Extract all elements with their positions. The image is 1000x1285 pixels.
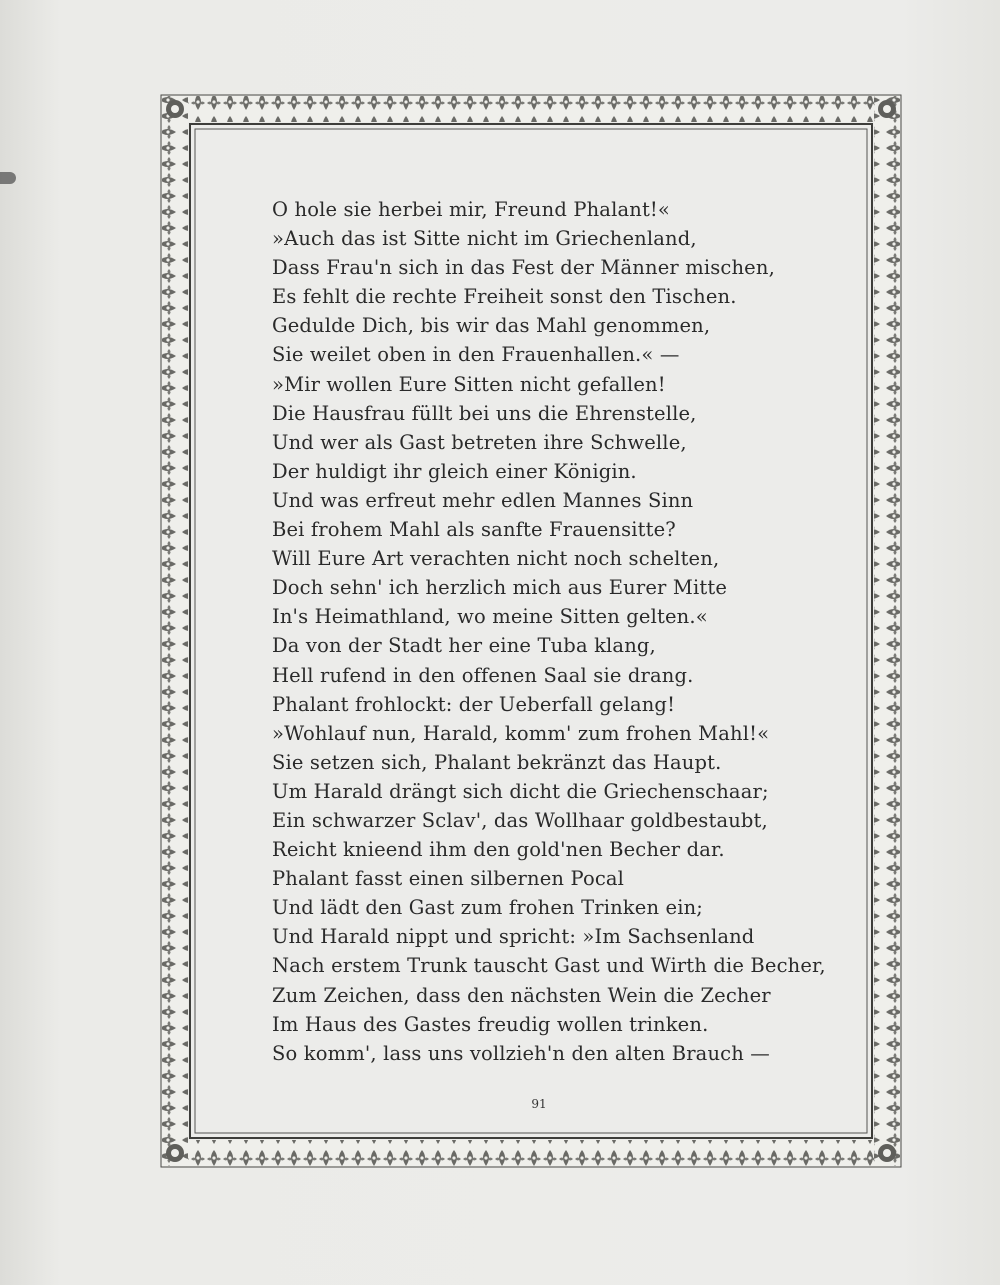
poem-line: In's Heimathland, wo meine Sitten gelten.« xyxy=(272,605,708,629)
binding-mark xyxy=(0,172,16,184)
poem-line: Reicht knieend ihm den gold'nen Becher dar. xyxy=(272,838,725,862)
poem-line: Doch sehn' ich herzlich mich aus Eurer Mitte xyxy=(272,576,728,600)
poem-text xyxy=(272,195,832,1068)
poem-line: Da von der Stadt her eine Tuba klang, xyxy=(272,634,656,658)
poem-line: Und was erfreut mehr edlen Mannes Sinn xyxy=(272,488,694,512)
poem-line: Und wer als Gast betreten ihre Schwelle, xyxy=(272,430,687,454)
poem-line: Es fehlt die rechte Freiheit sonst den Tischen. xyxy=(272,285,737,309)
poem-line: Und lädt den Gast zum frohen Trinken ein; xyxy=(272,896,704,920)
poem-line: Hell rufend in den offenen Saal sie drang. xyxy=(272,663,694,687)
poem-line: Um Harald drängt sich dicht die Griechenschaar; xyxy=(272,779,769,803)
poem-line: Ein schwarzer Sclav', das Wollhaar goldbestaubt, xyxy=(272,808,768,832)
poem-line: Sie weilet oben in den Frauenhallen.« — xyxy=(272,343,680,367)
poem-line: Im Haus des Gastes freudig wollen trinken. xyxy=(272,1012,709,1036)
poem-line: »Auch das ist Sitte nicht im Griechenland, xyxy=(272,227,697,251)
poem-line: Phalant frohlockt: der Ueberfall gelang! xyxy=(272,692,676,716)
poem-line: So komm', lass uns vollzieh'n den alten Brauch — xyxy=(272,1041,770,1065)
poem-line: Will Eure Art verachten nicht noch schelten, xyxy=(272,547,720,571)
poem-line: Zum Zeichen, dass den nächsten Wein die Zecher xyxy=(272,983,771,1007)
poem-line: Der huldigt ihr gleich einer Königin. xyxy=(272,459,637,483)
poem-line: »Mir wollen Eure Sitten nicht gefallen! xyxy=(272,372,666,396)
poem-line: Nach erstem Trunk tauscht Gast und Wirth die Becher, xyxy=(272,954,826,978)
poem-line: Und Harald nippt und spricht: »Im Sachsenland xyxy=(272,925,755,949)
poem-line: Bei frohem Mahl als sanfte Frauensitte? xyxy=(272,518,676,542)
poem-line: Dass Frau'n sich in das Fest der Männer mischen, xyxy=(272,256,775,280)
poem-line: Gedulde Dich, bis wir das Mahl genommen, xyxy=(272,314,711,338)
poem-line: Die Hausfrau füllt bei uns die Ehrenstelle, xyxy=(272,401,697,425)
poem-line: Sie setzen sich, Phalant bekränzt das Haupt. xyxy=(272,750,722,774)
page-number: 91 xyxy=(531,1097,547,1111)
poem-line: »Wohlauf nun, Harald, komm' zum frohen Mahl!« xyxy=(272,721,770,745)
poem-line: Phalant fasst einen silbernen Pocal xyxy=(272,867,625,891)
poem-line: O hole sie herbei mir, Freund Phalant!« xyxy=(272,198,670,221)
